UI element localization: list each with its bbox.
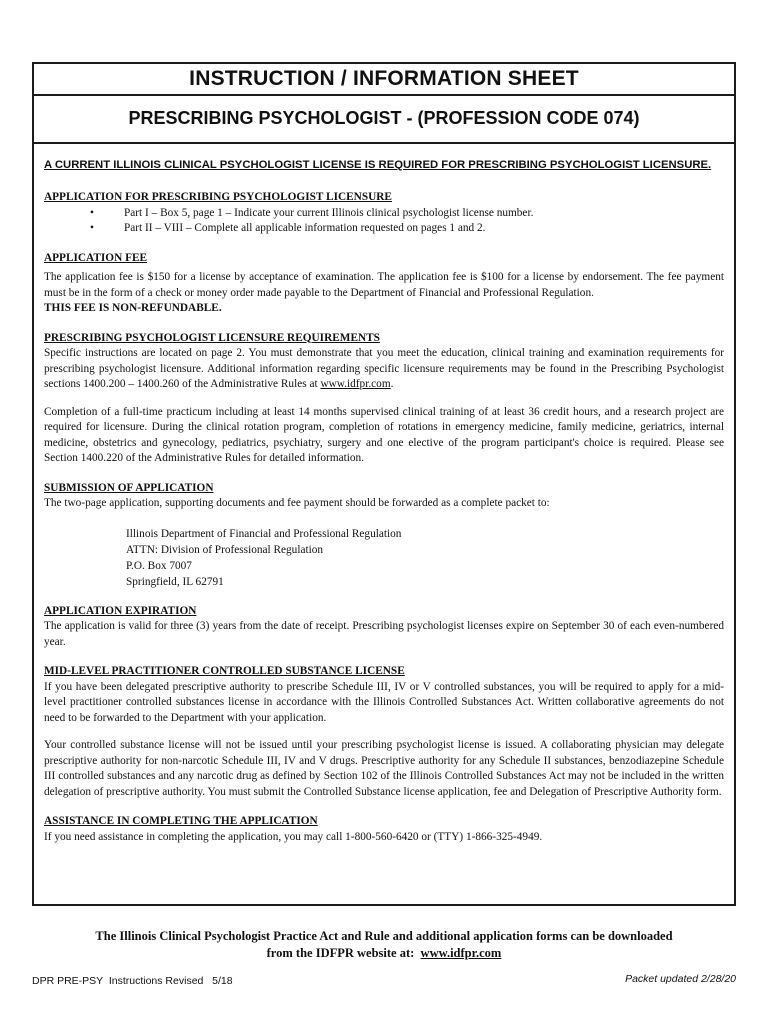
address-line: Illinois Department of Financial and Professional Regulation: [126, 527, 402, 540]
address-line: ATTN: Division of Professional Regulation: [126, 543, 324, 556]
mailing-address: [126, 526, 724, 590]
list-item: [90, 221, 724, 237]
assistance-text: If you need assistance in completing the application, you may call 1-800-560-6420 or (TTY) 1-866-325-4949.: [44, 830, 543, 843]
assistance-heading: ASSISTANCE IN COMPLETING THE APPLICATION: [44, 815, 318, 827]
expiration-heading: APPLICATION EXPIRATION: [44, 604, 197, 617]
address-line: P.O. Box 7007: [126, 559, 192, 572]
submission-text: The two-page application, supporting documents and fee payment should be forwarded as a complete packet to:: [44, 497, 550, 509]
requirements-text-1: [44, 346, 724, 393]
controlled-substance-text-1: If you have been delegated prescriptive authority to prescribe Schedule III, IV or V controlled substances, you will be required to apply for a mid-level practitioner controlled substances license in accordance with the Illinois Controlled Substances Act. Written collaborative agreements do not need to be forwarded to the Department with your application.: [44, 680, 724, 724]
title-block: [34, 64, 734, 144]
section-requirements: [44, 331, 724, 467]
list-item: [90, 206, 724, 222]
requirements-text-2: Completion of a full-time practicum including at least 14 months supervised clinical training of at least 36 credit hours, and a research project are required for licensure. During the clinical rotation program, completion of rotations in emergency medicine, family medicine, geriatrics, internal medicine, obstetrics and gynecology, pediatrics, psychiatry, surgery and one elective of the program participant's choice is required. Please see Section 1400.220 of the Administrative Rules for detailed information.: [44, 405, 724, 464]
download-note: [32, 928, 736, 962]
application-heading: APPLICATION FOR PRESCRIBING PSYCHOLOGIST LICENSURE: [44, 191, 392, 203]
section-application: [44, 190, 724, 237]
controlled-substance-heading: MID-LEVEL PRACTITIONER CONTROLLED SUBSTANCE LICENSE: [44, 665, 405, 677]
download-note-line-2: [32, 945, 736, 962]
non-refundable-notice: THIS FEE IS NON-REFUNDABLE.: [44, 302, 222, 314]
form-revision-label: DPR PRE-PSY Instructions Revised 5/18: [32, 975, 233, 987]
section-controlled-substance: [44, 664, 724, 800]
address-line: Springfield, IL 62791: [126, 575, 224, 588]
content-body: [34, 144, 734, 845]
controlled-substance-text-2: Your controlled substance license will not be issued until your prescribing psychologist license is issued. A collaborating physician may delegate prescriptive authority for non-narcotic Schedule III, IV and V drugs. Prescriptive authority for any Schedule II substances, benzodiazepine Schedule III controlled substances and any narcotic drug as defined by Section 102 of the Illinois Controlled Substances Act may not be included in the written delegation of prescriptive authority. You must submit the Controlled Substance license application, fee and Delegation of Prescriptive Authority form.: [44, 739, 724, 798]
fee-heading: APPLICATION FEE: [44, 251, 148, 264]
requirements-heading: PRESCRIBING PSYCHOLOGIST LICENSURE REQUIREMENTS: [44, 331, 380, 344]
bullet-icon: •: [90, 222, 94, 234]
expiration-text: The application is valid for three (3) years from the date of receipt. Prescribing psychologist licenses expire on September 30 of each even-numbered year.: [44, 620, 724, 648]
application-bullets: [44, 206, 724, 237]
fee-text: [44, 270, 724, 317]
section-assistance: [44, 814, 724, 845]
license-required-notice: A CURRENT ILLINOIS CLINICAL PSYCHOLOGIST LICENSE IS REQUIRED FOR PRESCRIBING PSYCHOLOGIST LICENSURE.: [44, 159, 712, 171]
download-note-line-1: The Illinois Clinical Psychologist Practice Act and Rule and additional application forms can be downloaded: [95, 929, 673, 943]
packet-updated-label: Packet updated 2/28/20: [625, 973, 736, 985]
bullet-text: Part II – VIII – Complete all applicable information requested on pages 1 and 2.: [124, 222, 486, 234]
section-fee: [44, 251, 724, 317]
bullet-text: Part I – Box 5, page 1 – Indicate your current Illinois clinical psychologist license number.: [124, 206, 534, 219]
section-submission: [44, 481, 724, 590]
page-subtitle: PRESCRIBING PSYCHOLOGIST - (PROFESSION CODE 074): [128, 108, 640, 128]
page-title: INSTRUCTION / INFORMATION SHEET: [34, 64, 734, 96]
instruction-sheet-frame: [32, 62, 736, 906]
requirements-description: Specific instructions are located on page 2. You must demonstrate that you meet the education, clinical training and examination requirements for prescribing psychologist licensure. Additional information regarding specific licensure requirements may be found in the Prescribing Psychologist sections 1400.200 – 1400.260 of the Administrative Rules at: [44, 347, 724, 390]
download-note-prefix: from the IDFPR website at:: [266, 946, 421, 960]
idfpr-footer-link[interactable]: www.idfpr.com: [420, 946, 502, 960]
section-expiration: [44, 604, 724, 651]
bullet-icon: •: [90, 206, 94, 219]
requirements-period: .: [390, 378, 394, 390]
submission-heading: SUBMISSION OF APPLICATION: [44, 481, 214, 494]
fee-description: The application fee is $150 for a license by acceptance of examination. The application fee is $100 for a license by endorsement. The fee payment must be in the form of a check or money order made payable to the Department of Financial and Professional Regulation.: [44, 271, 724, 299]
idfpr-website-link[interactable]: www.idfpr.com: [320, 378, 391, 390]
